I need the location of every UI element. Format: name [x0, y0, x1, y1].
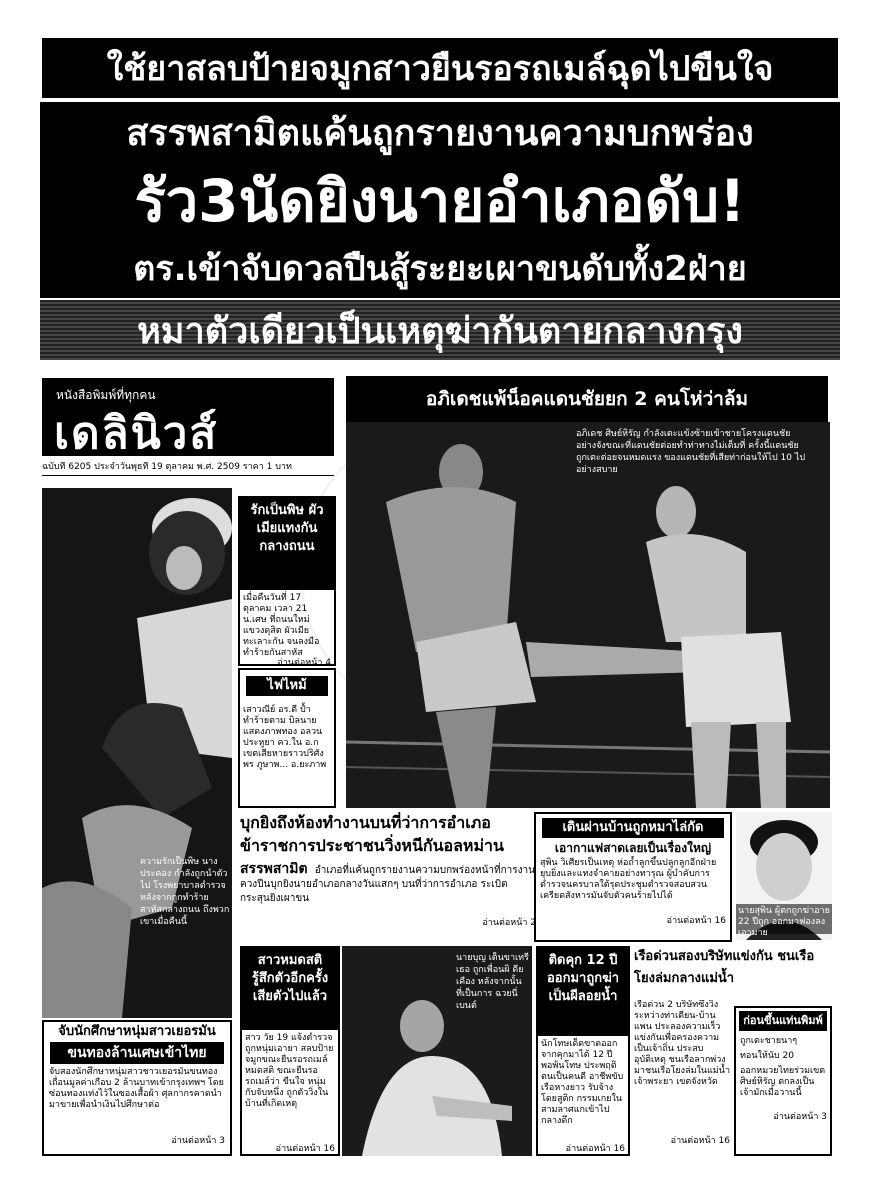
dog-story-headline-1: เดินผ่านบ้านถูกหมาไล่กัด — [542, 818, 724, 838]
student-box-body: จับสองนักศึกษาหนุ่มสาวชาวเยอรมันขนทองเถื่อนมูลค่าเกือบ 2 ล้านบาทเข้ากรุงเทพฯ โดยซ่อนทองแท่งไว้ในซองเสื้อผ้า ศุลกากรคาดนำมาขายเพื่อนำเงินไปศึกษาต่อ — [49, 1067, 224, 1110]
headline-2: สรรพสามิตแค้นถูกรายงานความบกพร่อง — [40, 102, 840, 162]
dog-story-headline-2: เอากาแฟสาดเลยเป็นเรื่องใหญ่ — [554, 841, 712, 855]
woman-photo-caption: ความรักเป็นพิษ นางประคอง กำลังถูกนำตัวไป โรงพยาบาลตำรวจ หลังจากถูกทำร้าย สาหัสกลางถนน ถึงพวกเขาเมื่อคืนนี้ — [140, 857, 230, 927]
index-box — [734, 1006, 832, 1156]
index-item-3: ออกหมวยไทยร่วมเขตศิษย์หิรัญ ตกลงเป็นเจ้ามักเมื่อวานนี้ — [740, 1066, 826, 1098]
dog-story-more: อ่านต่อหน้า 16 — [666, 916, 726, 926]
boxing-headline: อภิเดชแพ้น็อคแดนชัยยก 2 คนโห่ว่าล้ม — [346, 376, 828, 422]
ghost-story-more: อ่านต่อหน้า 16 — [565, 1144, 625, 1154]
suspect-photo-caption: นายบุญ เต็นขาเทรีเธอ ถูกเพื่อนผิ ดียเคือง หลังจากนั้น ที่เป็นการ ฉวยนี่ เบนต์ — [456, 953, 529, 1011]
student-box-more: อ่านต่อหน้า 3 — [171, 1136, 225, 1146]
ferry-story-headline: เรือด่วนสองบริษัทแข่งกัน ชนเรือโยงล่มกลางแม่น้ำ — [634, 949, 815, 986]
student-box — [42, 1020, 232, 1156]
sidebar-box-1 — [238, 496, 336, 666]
sidebar-box-2-body: เสาวณีย์ อร.ดี ป้ำ ทำร้ายตาม บิลนาย แสดงภาพทอง อลวน ประหูยา คว.ใน อ.ก เขตเสียหายราวปริศัง พร ภูษาพ... อ.ยะภาพ — [243, 705, 327, 770]
mid-story-headline-2: ข้าราชการประชาชนวิ่งหนีกันอลหม่าน — [240, 836, 504, 855]
dog-story-body: สุพิน วิเศียรเป็นเหตุ ห่อถ้ำลูกขึ้นปลูกลูกอีกฝ่าย ยุบยิ่งและแทงจำคายอย่างทารุณ ผู้บำคับการตำรวจนครบาลใต้รุดประชุมตำรวจสอบสวนเครียดสังหารมันจับตัวคนร้ายไปได้ — [540, 858, 717, 901]
masthead — [42, 378, 334, 459]
mid-story-lead: สรรพสามิต — [240, 862, 308, 877]
sidebar-box-1-more: อ่านต่อหน้า 4 — [277, 658, 331, 668]
mid-story — [240, 812, 536, 942]
mid-story-more: อ่านต่อหน้า 2 — [482, 918, 536, 928]
headline-3: รัว3นัดยิงนายอำเภอดับ! — [40, 160, 840, 240]
index-item-1: ถูกเตะชายนาๆ — [740, 1036, 798, 1046]
ghost-story-headline: ติดคุก 12 ปี ออกมาถูกฆ่า เป็นผีลอยน้ำ — [538, 948, 628, 1036]
student-box-headline-2: ขนทองล้านเศษเข้าไทย — [50, 1042, 224, 1064]
rape-story-more: อ่านต่อหน้า 16 — [275, 1144, 335, 1154]
sidebar-box-1-body: เมื่อคืนวันที่ 17 ตุลาคม เวลา 21 น.เศษ ที่ถนนใหม่ แขวงดุสิต ผัวเมียทะเลาะกัน จนลงมือทำร้ายกันสาหัส — [243, 593, 320, 658]
issue-line: ฉบับที่ 6205 ประจำวันพุธที่ 19 ตุลาคม พ.ศ. 2509 ราคา 1 บาท — [42, 462, 334, 476]
headline-4: ตร.เข้าจับดวลปืนสู้ระยะเผาขนดับทั้ง2ฝ่าย — [40, 238, 840, 298]
ghost-story — [536, 946, 630, 1156]
index-item-2: ทอนให้นับ 20 — [740, 1051, 794, 1061]
ferry-story-body: เรือด่วน 2 บริษัทซึ่งวิ่งระหว่างท่าเตียน-บ้านแพน ประลองความเร็ว แข่งกันเพื่อครองความเป็นเจ้าถิ่น ประสบอุบัติเหตุ ชนเรือลากพ่วง มาชนเรือโยงล่มในแม่น้ำเจ้าพระยา เขตจังหวัด — [634, 1000, 730, 1087]
index-box-title: ก่อนขึ้นแท่นพิมพ์ — [739, 1011, 827, 1031]
ghost-story-body: นักโทษเด็ดขาดออกจากคุกมาได้ 12 ปี พอพ้นโทษ ประพฤติตนเป็นคนดี อาชีพขับเรือหางยาว รับจ้างโดยสูติก กรรมเกยใน สามลาศแกเข้าไปกลางดึก — [541, 1039, 624, 1126]
rape-story-headline: สาวหมดสติ รู้สึกตัวอีกครั้ง เสียตัวไปแล้ว — [242, 948, 338, 1030]
sidebar-box-2 — [238, 668, 336, 808]
portrait-caption: นายสุพิน ผู้ตกถูกฆ่าอาย 22 ปีถูก ออกมาฟองลงเอามาย — [736, 904, 832, 934]
mid-story-body: อำเภอที่แค้นถูกรายงานความบกพร่องหน้าที่การงาน ควงปืนบุกยิงนายอำเภอกลางวันแสกๆ บนที่ว่าการอำเภอ ระเบิดกระสุนยิงเผาขน — [240, 865, 535, 904]
rape-story — [240, 946, 340, 1156]
masthead-name: เดลินิวส์ — [54, 408, 219, 459]
masthead-slogan: หนังสือพิมพ์ที่ทุกคน — [56, 388, 156, 402]
sidebar-box-2-title: ไฟไหม้ — [246, 676, 328, 696]
ferry-story-more: อ่านต่อหน้า 16 — [670, 1136, 730, 1146]
rape-story-body: สาว วัย 19 แจ้งตำรวจ ถูกหนุ่มเอายา สลบป้าย จมูกขณะยืนรอรถเมล์ หมดสติ ขณะยืนรอรถเมล์ว่า ขืนใจ หนุ่มกับจับหนึ่ง ถูกตัววิ่งในบ้านที่เกิดเหตุ — [245, 1033, 334, 1109]
boxing-caption: อภิเดช ศิษย์หิรัญ กำลังเตะแข้งซ้ายเข้าชายโครงแดนชัย อย่างจังขณะที่แดนชัยต่อยทำท่าทางไม่เต็มที่ ครั้งนี้แดนชัยถูกเตะต่อยจนหมดแรง ของแดนชัยที่เสียท่าก่อนให้ไป 10 ไปอย่างสบาย — [576, 429, 806, 475]
headline-5: หมาตัวเดียวเป็นเหตุฆ่ากันตายกลางกรุง — [40, 300, 840, 360]
sidebar-box-1-title: รักเป็นพิษ ผัวเมียแทงกัน กลางถนน — [240, 498, 334, 590]
mid-story-headline-1: บุกยิงถึงห้องทำงานบนที่ว่าการอำเภอ — [240, 813, 491, 832]
dog-story — [534, 812, 732, 942]
student-box-headline-1: จับนักศึกษาหนุ่มสาวเยอรมัน — [58, 1024, 216, 1039]
index-box-more: อ่านต่อหน้า 3 — [773, 1112, 827, 1122]
headline-1: ใช้ยาสลบป้ายจมูกสาวยืนรอรถเมล์ฉุดไปขืนใจ — [42, 38, 838, 98]
